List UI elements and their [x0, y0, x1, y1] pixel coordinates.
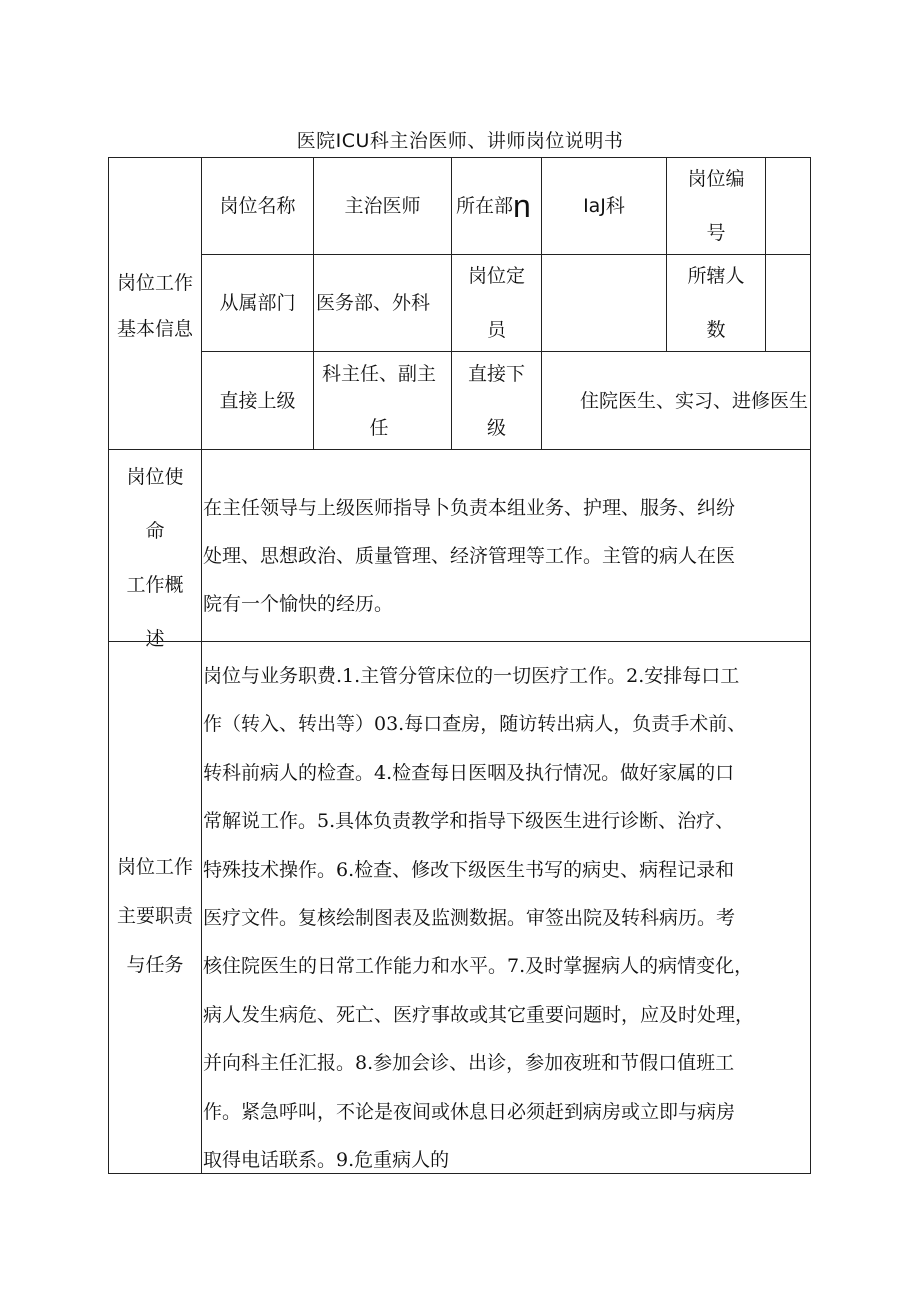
parent-department-label: 从属部门	[219, 292, 296, 314]
department-label-glyph: n	[513, 188, 531, 224]
basic-info-section-label	[109, 258, 201, 354]
direct-superior-label: 直接上级	[219, 389, 296, 412]
duties-line: 作（转入、转出等）03.每口查房，随访转出病人，负责手术前、	[203, 713, 747, 736]
position-code-label: 岗位编 号	[687, 168, 745, 244]
duties-section-label: 岗位工作 主要职责 与任务	[116, 855, 193, 976]
mission-line: 处理、思想政治、质量管理、经济管理等工作。主管的病人在医	[203, 545, 736, 567]
department-label: 所在部 n	[452, 158, 541, 254]
mission-section-label: 岗位使 命 工作概 述	[126, 466, 184, 650]
position-name-label: 岗位名称	[219, 195, 296, 217]
staff-count-value	[766, 255, 810, 351]
duties-line: 岗位与业务职费.1.主管分管床位的一切医疗工作。2.安排每口工	[203, 665, 740, 687]
mission-line: 院有一个愉快的经历。	[203, 593, 394, 615]
direct-subordinate-label: 直接下 级	[467, 362, 525, 439]
parent-department-value: 医务部、外科	[316, 292, 431, 314]
mission-line: 在主任领导与上级医师指导卜负责本组业务、护理、服务、纠纷	[203, 497, 736, 519]
duties-line: 常解说工作。5.具体负责教学和指导下级医生进行诊断、治疗、	[203, 810, 735, 833]
duties-line: 特殊技术操作。6.检查、修改下级医生书写的病史、病程记录和	[203, 858, 735, 881]
duties-line: 并向科主任汇报。8.参加会诊、出诊，参加夜班和节假口值班工	[203, 1052, 735, 1075]
document-title: 医院ICU科主治医师、讲师岗位说明书	[296, 130, 624, 152]
duties-line: 转科前病人的检查。4.检查每日医咽及执行情况。做好家属的口	[203, 761, 735, 784]
direct-superior-value: 科主任、副主 任	[321, 362, 436, 439]
duties-line: 医疗文件。复核绘制图表及监测数据。审签出院及转科病历。考	[203, 907, 736, 930]
duties-line: 病人发生病危、死亡、医疗事故或其它重要问题时，应及时处理，	[203, 1003, 755, 1026]
duties-text	[203, 652, 807, 1184]
duties-line: 取得电话联系。9.危重病人的	[203, 1149, 450, 1172]
direct-subordinate-value: 住院医生、实习、进修医生	[579, 389, 808, 412]
position-quota-label: 岗位定 员	[467, 265, 525, 341]
department-value: IaJ科	[583, 195, 625, 217]
staff-count-label: 所辖人 数	[687, 265, 745, 341]
duties-line: 作。紧急呼叫，不论是夜间或休息日必须赶到病房或立即与病房	[203, 1100, 736, 1123]
mission-text	[203, 484, 807, 628]
position-code-value	[766, 158, 810, 254]
basic-info-label-line1: 岗位工作	[116, 272, 193, 294]
position-name-value: 主治医师	[344, 195, 421, 217]
position-quota-value	[542, 255, 666, 351]
basic-info-label-line2: 基本信息	[116, 318, 193, 340]
duties-line: 核住院医生的日常工作能力和水平。7.及时掌握病人的病情变化，	[203, 955, 754, 978]
